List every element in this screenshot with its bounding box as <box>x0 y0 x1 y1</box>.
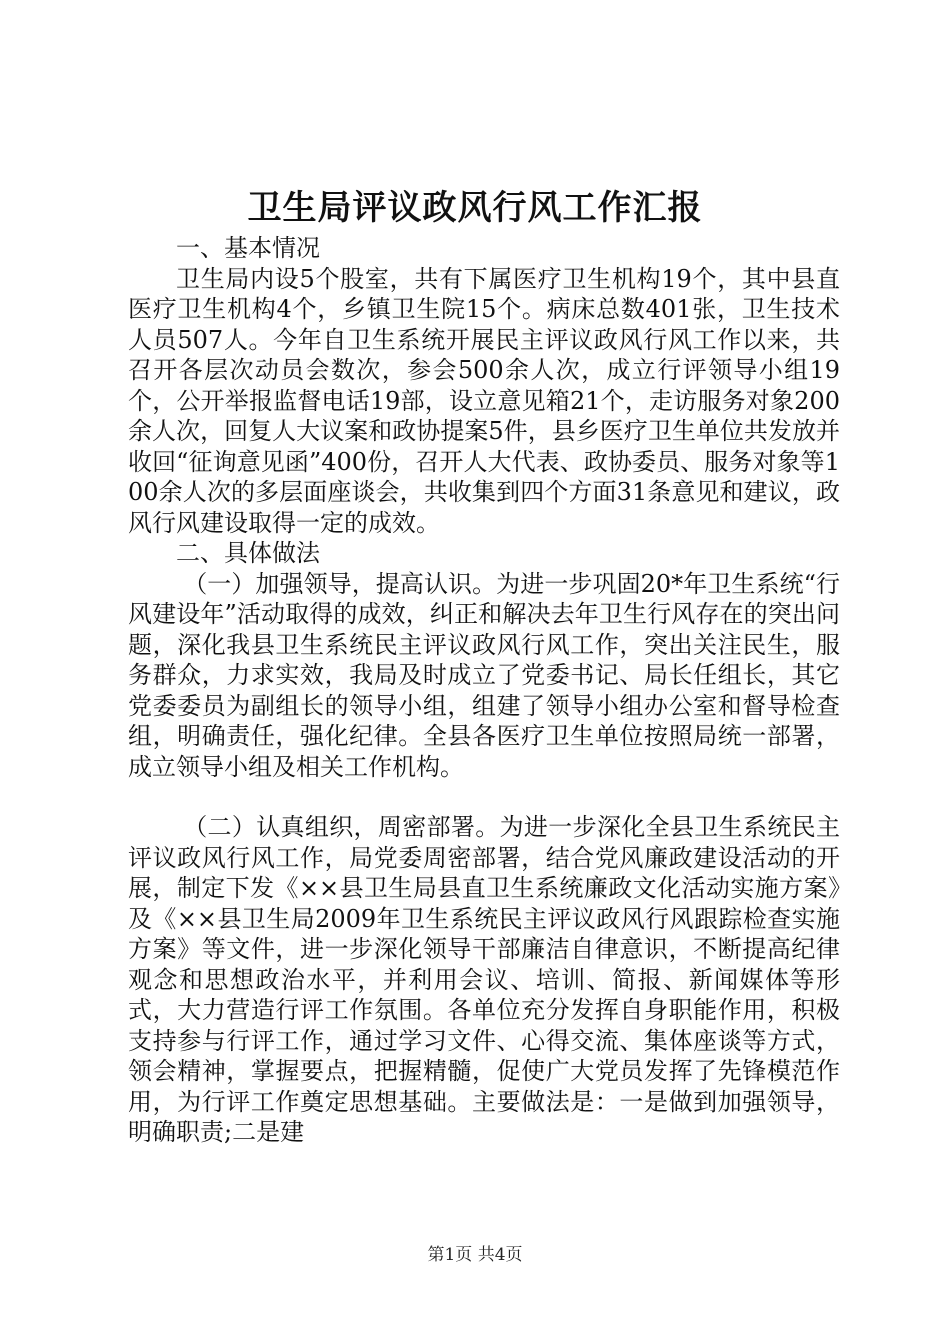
page-number-footer: 第1页 共4页 <box>427 1245 523 1265</box>
paragraph-basic-situation: 卫生局内设5个股室，共有下属医疗卫生机构19个，其中县直医疗卫生机构4个，乡镇卫生院15个。病床总数401张，卫生技术人员507人。今年自卫生系统开展民主评议政风行风工作以来，共召开各层次动员会数次，参会500余人次，成立行评领导小组19个，公开举报监督电话19部，设立意见箱21个，走访服务对象200余人次，回复人大议案和政协提案5件，县乡医疗卫生单位共发放并收回“征询意见函”400份，召开人大代表、政协委员、服务对象等100余人次的多层面座谈会，共收集到四个方面31条意见和建议，政风行风建设取得一定的成效。 <box>128 264 840 537</box>
document-body <box>128 233 840 1148</box>
section-heading-basic-situation: 一、基本情况 <box>176 234 320 262</box>
section-heading-specific-measures: 二、具体做法 <box>176 539 320 567</box>
paragraph-measure-1: （一）加强领导，提高认识。为进一步巩固20*年卫生系统“行风建设年”活动取得的成效，纠正和解决去年卫生行风存在的突出问题，深化我县卫生系统民主评议政风行风工作，突出关注民生，服务群众，力求实效，我局及时成立了党委书记、局长任组长，其它党委委员为副组长的领导小组，组建了领导小组办公室和督导检查组，明确责任，强化纪律。全县各医疗卫生单位按照局统一部署，成立领导小组及相关工作机构。 <box>128 569 840 781</box>
document-title: 卫生局评议政风行风工作汇报 <box>247 188 703 228</box>
paragraph-measure-2: （二）认真组织，周密部署。为进一步深化全县卫生系统民主评议政风行风工作，局党委周密部署，结合党风廉政建设活动的开展，制定下发《××县卫生局县直卫生系统廉政文化活动实施方案》及《××县卫生局2009年卫生系统民主评议政风行风跟踪检查实施方案》等文件，进一步深化领导干部廉洁自律意识，不断提高纪律观念和思想政治水平，并利用会议、培训、简报、新闻媒体等形式，大力营造行评工作氛围。各单位充分发挥自身职能作用，积极支持参与行评工作，通过学习文件、心得交流、集体座谈等方式，领会精神，掌握要点，把握精髓，促使广大党员发挥了先锋模范作用，为行评工作奠定思想基础。主要做法是：一是做到加强领导，明确职责;二是建 <box>128 813 840 1146</box>
